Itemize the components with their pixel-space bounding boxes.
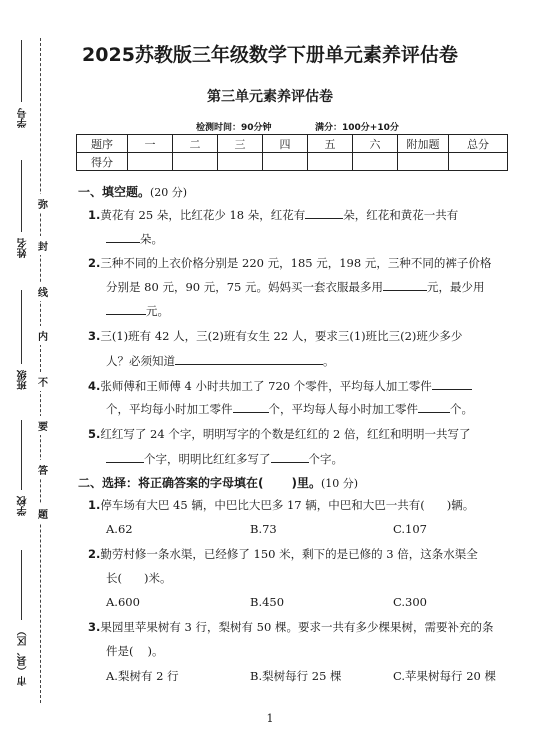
seal-char-7: 答 — [38, 460, 48, 479]
score-header-cell: 题序 — [77, 135, 128, 153]
question-text: 分别是 80 元，90 元，75 元。妈妈买一套衣服最多用 — [106, 280, 384, 294]
score-cell[interactable] — [353, 153, 398, 171]
question-text: )。 — [147, 644, 164, 658]
city-label: 市（县、区） — [18, 626, 29, 686]
score-cell[interactable] — [398, 153, 449, 171]
class-write-line — [21, 290, 22, 364]
answer-blank[interactable] — [106, 450, 144, 463]
score-cell[interactable] — [173, 153, 218, 171]
score-header-cell: 三 — [218, 135, 263, 153]
question-text: 。 — [323, 354, 335, 368]
answer-blank[interactable] — [233, 400, 269, 413]
question-number: 2. — [88, 547, 101, 561]
section1-heading — [78, 183, 187, 200]
s2-q2-line1 — [88, 546, 478, 562]
s2-q1-line1 — [88, 497, 474, 513]
score-table-score-row — [77, 153, 508, 171]
seal-char-8: 题 — [38, 504, 48, 523]
score-cell[interactable] — [218, 153, 263, 171]
unit-title: 第三单元素养评估卷 — [207, 89, 333, 105]
document-title: 2025苏教版三年级数学下册单元素养评估卷 — [82, 44, 458, 66]
answer-blank[interactable] — [432, 377, 472, 390]
s2-q2-option-c[interactable]: C.300 — [393, 595, 427, 609]
question-text: 件是( — [106, 644, 134, 658]
question-text: 元，最少用 — [427, 280, 485, 294]
answer-blank[interactable] — [418, 400, 450, 413]
s1-q3-line2 — [106, 352, 335, 369]
s2-q3-line1 — [88, 619, 493, 635]
section2-heading — [78, 474, 358, 491]
question-number: 3. — [88, 329, 101, 343]
section2-title-end: )里。 — [291, 476, 321, 490]
name-label: 姓名 — [18, 238, 29, 258]
full-score: 满分：100分+10分 — [315, 123, 399, 133]
section1-points: (20 分) — [150, 186, 188, 199]
question-text: 人？必须知道 — [106, 354, 175, 368]
question-number: 5. — [88, 427, 101, 441]
page-number: 1 — [266, 712, 274, 725]
s1-q1-line1 — [88, 206, 458, 223]
question-number: 2. — [88, 256, 101, 270]
s2-q3-option-b[interactable]: B.梨树每行 25 棵 — [250, 669, 342, 683]
question-text: 黄花有 25 朵，比红花少 18 朵，红花有 — [100, 208, 306, 222]
seal-char-3: 线 — [38, 282, 48, 301]
score-header-cell: 六 — [353, 135, 398, 153]
s2-q2-option-b[interactable]: B.450 — [250, 595, 285, 609]
s1-q3-line1 — [88, 328, 462, 344]
s1-q2-line3 — [106, 302, 169, 319]
s2-q3-option-a[interactable]: A.梨树有 2 行 — [106, 669, 179, 683]
score-cell[interactable] — [449, 153, 508, 171]
question-text: 个，平均每小时加工零件 — [106, 402, 233, 416]
answer-blank[interactable] — [175, 352, 323, 365]
s1-q5-line2 — [106, 450, 343, 467]
name-write-line — [21, 160, 22, 232]
s2-q1-option-c[interactable]: C.107 — [393, 522, 427, 536]
question-text: 朵，红花和黄花一共有 — [343, 208, 459, 222]
question-text: 三种不同的上衣价格分别是 220 元，185 元，198 元，三种不同的裤子价格 — [100, 256, 492, 270]
school-label: 学校 — [18, 496, 29, 516]
s2-q1-option-a[interactable]: A.62 — [106, 522, 133, 536]
seal-char-5: 不 — [38, 372, 48, 391]
question-text: )米。 — [144, 571, 172, 585]
question-text: 张师傅和王师傅 4 小时共加工了 720 个零件，平均每人加工零件 — [100, 379, 432, 393]
s1-q4-line1 — [88, 377, 472, 394]
question-number: 4. — [88, 379, 101, 393]
question-text: 长( — [106, 571, 122, 585]
question-text: 果园里苹果树有 3 行，梨树有 50 棵。要求一共有多少棵果树，需要补充的条 — [100, 620, 494, 634]
s1-q2-line2 — [106, 278, 485, 295]
question-text: 个。 — [450, 402, 473, 416]
score-table — [76, 134, 508, 171]
seal-char-6: 要 — [38, 416, 48, 435]
seal-char-2: 封 — [38, 236, 48, 255]
question-number: 1. — [88, 208, 101, 222]
s2-q2-option-a[interactable]: A.600 — [106, 595, 140, 609]
question-number: 3. — [88, 620, 101, 634]
seal-char-4: 内 — [38, 326, 48, 345]
question-text: 勤劳村修一条水渠，已经修了 150 米，剩下的是已修的 3 倍，这条水渠全 — [100, 547, 478, 561]
seal-char-1: 弥 — [38, 194, 48, 213]
s1-q1-line2 — [106, 230, 163, 247]
s2-q2-line2 — [106, 570, 172, 586]
score-header-cell: 总分 — [449, 135, 508, 153]
s2-q1-option-b[interactable]: B.73 — [250, 522, 277, 536]
s2-q3-option-c[interactable]: C.苹果树每行 20 棵 — [393, 669, 496, 683]
question-text: )辆。 — [446, 498, 475, 512]
score-row-label: 得分 — [77, 153, 128, 171]
question-text: 停车场有大巴 45 辆，中巴比大巴多 17 辆，中巴和大巴一共有( — [100, 498, 425, 512]
answer-blank[interactable] — [106, 302, 146, 315]
score-header-cell: 五 — [308, 135, 353, 153]
score-header-cell: 附加题 — [398, 135, 449, 153]
answer-blank[interactable] — [383, 278, 427, 291]
score-header-cell: 一 — [128, 135, 173, 153]
question-text: 个，平均每人每小时加工零件 — [268, 402, 418, 416]
answer-blank[interactable] — [106, 230, 140, 243]
student-id-label: 学号 — [18, 108, 29, 128]
section1-title: 一、填空题。 — [78, 185, 151, 199]
question-text: 个字，明明比红红多写了 — [144, 452, 271, 466]
section2-title: 二、选择：将正确答案的字母填在( — [78, 476, 264, 490]
s1-q5-line1 — [88, 426, 470, 442]
s2-q3-line2 — [106, 643, 164, 659]
score-cell[interactable] — [128, 153, 173, 171]
answer-blank[interactable] — [305, 206, 343, 219]
score-header-cell: 二 — [173, 135, 218, 153]
score-cell[interactable] — [263, 153, 308, 171]
question-text: 红红写了 24 个字，明明写字的个数是红红的 2 倍，红红和明明一共写了 — [100, 427, 471, 441]
binding-dashed-line — [40, 38, 41, 703]
score-header-cell: 四 — [263, 135, 308, 153]
question-text: 三(1)班有 42 人，三(2)班有女生 22 人，要求三(1)班比三(2)班少多少 — [100, 329, 463, 343]
question-text: 个字。 — [308, 452, 343, 466]
test-time: 检测时间：90分钟 — [196, 123, 272, 133]
score-table-header-row — [77, 135, 508, 153]
score-cell[interactable] — [308, 153, 353, 171]
question-text: 元。 — [146, 304, 169, 318]
answer-blank[interactable] — [271, 450, 309, 463]
question-text: 朵。 — [140, 232, 163, 246]
s1-q4-line2 — [106, 400, 473, 417]
section2-points: (10 分) — [321, 477, 359, 490]
s1-q2-line1 — [88, 255, 491, 271]
question-number: 1. — [88, 498, 101, 512]
class-label: 班级 — [18, 370, 29, 390]
school-write-line — [21, 420, 22, 490]
city-write-line — [21, 550, 22, 620]
